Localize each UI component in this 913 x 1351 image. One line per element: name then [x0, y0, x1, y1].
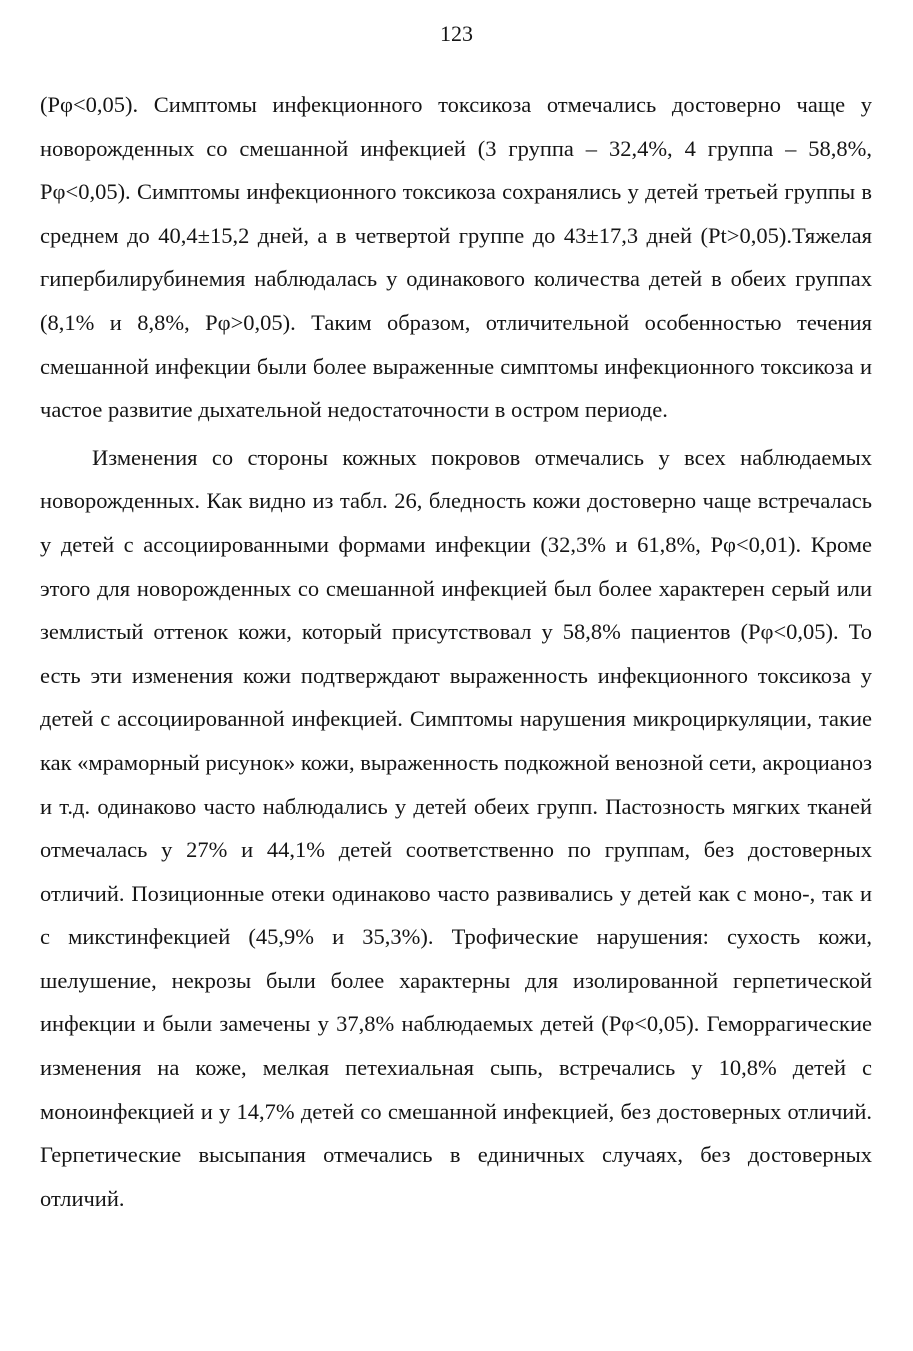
page-number: 123 — [440, 21, 473, 46]
paragraph-continuation: (Pφ<0,05). Симптомы инфекционного токсикоза отмечались достоверно чаще у новорожденных со смешанной инфекцией (3 группа – 32,4%, 4 группа – 58,8%, Pφ<0,05). Симптомы инфекционного токсикоза сохранялись у детей третьей группы в среднем до 40,4±15,2 дней, а в четвертой группе до 43±17,3 дней (Pt>0,05).Тяжелая гипербилирубинемия наблюдалась у одинакового количества детей в обеих группах (8,1% и 8,8%, Pφ>0,05). Таким образом, отличительной особенностью течения смешанной инфекции были более выраженные симптомы инфекционного токсикоза и частое развитие дыхательной недостаточности в остром периоде. — [40, 92, 872, 423]
body-text — [40, 83, 872, 1220]
paragraph-skin-changes: Изменения со стороны кожных покровов отмечались у всех наблюдаемых новорожденных. Как видно из табл. 26, бледность кожи достоверно чаще встречалась у детей с ассоциированными формами инфекции (32,3% и 61,8%, Pφ<0,01). Кроме этого для новорожденных со смешанной инфекцией был более характерен серый или землистый оттенок кожи, который присутствовал у 58,8% пациентов (Pφ<0,05). То есть эти изменения кожи подтверждают выраженность инфекционного токсикоза у детей с ассоциированной инфекцией. Симптомы нарушения микроциркуляции, такие как «мраморный рисунок» кожи, выраженность подкожной венозной сети, акроцианоз и т.д. одинаково часто наблюдались у детей обеих групп. Пастозность мягких тканей отмечалась у 27% и 44,1% детей соответственно по группам, без достоверных отличий. Позиционные отеки одинаково часто развивались у детей как с моно-, так и с микстинфекцией (45,9% и 35,3%). Трофические нарушения: сухость кожи, шелушение, некрозы были более характерны для изолированной герпетической инфекции и были замечены у 37,8% наблюдаемых детей (Pφ<0,05). Геморрагические изменения на коже, мелкая петехиальная сыпь, встречались у 10,8% детей с моноинфекцией и у 14,7% детей со смешанной инфекцией, без достоверных отличий. Герпетические высыпания отмечались в единичных случаях, без достоверных отличий. — [40, 444, 872, 1211]
